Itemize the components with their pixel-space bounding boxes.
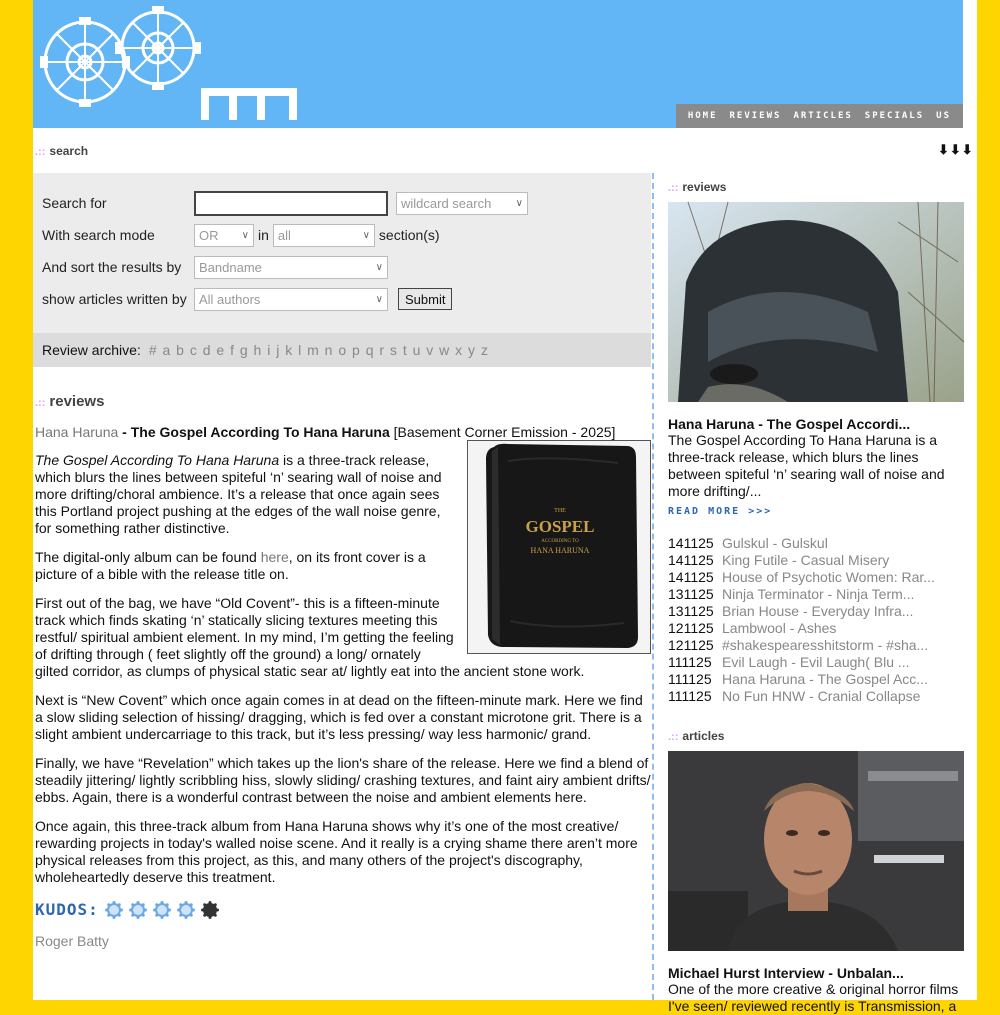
release-info: [Basement Corner Emission - 2025] [389,424,616,440]
hooded-figure-image [668,202,964,402]
paragraph-text: , on its front cover is a picture of a bible with the release title on. [35,549,426,582]
here-link[interactable]: here [260,549,289,565]
recent-review-date: 121125 [668,620,714,636]
search-input[interactable] [194,191,388,216]
recent-review-title[interactable]: Gulskul - Gulskul [722,535,828,551]
recent-review-date: 141125 [668,535,714,551]
sidebar-reviews-heading [668,180,964,194]
mode-select-value: OR [199,227,219,243]
nav-reviews[interactable]: REVIEWS [729,111,782,121]
featured-review-excerpt: The Gospel According To Hana Haruna is a three-track release, which blurs the lines between spiteful ‘n’ searing wall of noise and more drifting/... [668,432,945,499]
nav-home[interactable]: HOME [687,111,718,121]
paragraph-text: The digital-only album can be found [35,549,261,565]
author-select-value: All authors [199,291,261,307]
featured-review-title[interactable]: Hana Haruna - The Gospel Accordi... [668,416,911,432]
archive-label: Review archive: [42,342,141,358]
nav-specials[interactable]: SPECIALS [864,111,925,121]
sidebar [668,180,964,1015]
recent-review-title[interactable]: #shakespearesshitstorm - #sha... [722,637,929,653]
search-for-label: Search for [42,195,107,211]
sidebar-articles-label: articles [682,729,725,743]
section-marker: .:: [35,397,46,409]
recent-review-date: 131125 [668,603,714,619]
recent-review-title[interactable]: Brian House - Everyday Infra... [722,603,914,619]
recent-review-date: 121125 [668,637,714,653]
review-paragraph: Once again, this three-track album from Hana Haruna shows why it’s one of the most creative/ rewarding projects in today's walled noise scene. And it really is a crying shame there aren’t more physical releases from this project, as this, and many others of the project's discography, wholeheartedly deserve this treatment. [35,818,638,885]
gears-logo-icon[interactable] [33,0,313,128]
recent-review-item[interactable] [668,620,964,637]
review-title [35,424,651,440]
review-paragraph: Next is “New Covent” which once again comes in at dead on the fifteen-minute mark. Here we find a slow sliding selection of hissing/ dragging, which is fed over a constant microtone grit. There is a slight ambient undercarriage to this track, but it’s less pressing/ way less harmonic/ grand. [35,692,643,742]
featured-article-title[interactable]: Michael Hurst Interview - Unbalan... [668,965,904,981]
read-more-link[interactable]: READ MORE >>> [668,506,773,517]
search-for-row [42,187,651,219]
recent-review-item[interactable] [668,671,964,688]
recent-review-date: 111125 [668,688,712,704]
section-marker: .:: [668,182,679,194]
kudos-gear-empty-icon [201,901,219,919]
mode-select[interactable] [194,224,254,247]
album-title: The Gospel According To Hana Haruna [130,424,390,440]
chevron-down-icon: ∨ [362,229,370,241]
cover-text-the: THE [554,508,566,514]
recent-review-item[interactable] [668,552,964,569]
cover-text-gospel: GOSPEL [525,517,595,536]
featured-article-image[interactable] [668,751,964,951]
section-marker: .:: [35,146,46,158]
section-select-value: all [277,227,291,243]
author-row [42,283,651,315]
section-suffix: section(s) [378,227,440,243]
down-arrows-icon[interactable]: ⬇⬇⬇ [938,142,974,157]
search-mode-row [42,219,651,251]
sort-label: And sort the results by [42,259,182,275]
recent-review-title[interactable]: King Futile - Casual Misery [722,552,890,568]
page [33,0,977,1014]
recent-review-title[interactable]: No Fun HNW - Cranial Collapse [722,688,921,704]
recent-review-title[interactable]: Hana Haruna - The Gospel Acc... [722,671,928,687]
nav-articles[interactable]: ARTICLES [793,111,853,121]
kudos-gear-filled-icon [153,901,171,919]
featured-article-excerpt: One of the more creative & original horror films I've seen/ reviewed recently is Transmission, a [668,981,959,1014]
kudos-gear-filled-icon [105,901,123,919]
section-marker: .:: [668,731,679,743]
album-cover-image [467,440,651,654]
album-title-italic: The Gospel According To Hana Haruna [35,452,280,468]
search-form [33,173,651,333]
sort-select[interactable] [194,256,388,279]
main-column [33,173,651,949]
interview-portrait-image [668,751,964,951]
nav-us[interactable]: US [936,111,951,121]
bible-cover-art [468,441,650,653]
recent-review-title[interactable]: Evil Laugh - Evil Laugh( Blu ... [722,654,910,670]
reviews-heading [35,393,651,410]
sidebar-articles-heading [668,729,964,743]
kudos-gear-filled-icon [177,901,195,919]
recent-review-date: 111125 [668,671,712,687]
recent-review-item[interactable] [668,569,964,586]
featured-review-image[interactable] [668,202,964,402]
paragraph-text: is a three-track release, which blurs the lines between spiteful ‘n’ searing wall of noise and more drifting/choral ambience. It’s a release that once again sees this Portland project pushing at the edges of the wall noise genre, for something rather distinctive. [35,452,442,536]
kudos-icons [105,901,225,919]
wildcard-select[interactable] [396,192,528,215]
band-name-link[interactable]: Hana Haruna [35,424,119,440]
wildcard-select-value: wildcard search [401,195,492,211]
main-nav [676,104,963,128]
cover-text-according: ACCORDING TO [541,539,579,544]
recent-review-item[interactable] [668,637,964,654]
sort-select-value: Bandname [199,259,262,275]
recent-review-title[interactable]: Ninja Terminator - Ninja Term... [722,586,915,602]
kudos-gear-filled-icon [129,901,147,919]
review-paragraph: Finally, we have “Revelation” which takes up the lion's share of the release. Here we find a blend of steadily jittering/ lightly scribbling hiss, slowly sliding/ crashing textures, and faint airy ambient drifts/ ebbs. Again, there is a wonderful contrast between the noise and ambient elements here. [35,755,651,805]
sidebar-reviews-label: reviews [682,180,727,194]
recent-review-item[interactable] [668,654,964,671]
recent-review-item[interactable] [668,603,964,620]
kudos-rating [35,900,651,919]
title-separator: - [118,424,131,440]
recent-review-date: 131125 [668,586,714,602]
recent-review-item[interactable] [668,586,964,603]
chevron-down-icon: ∨ [515,197,523,209]
author-link[interactable]: Roger Batty [35,933,109,949]
breadcrumb [35,144,88,158]
review-article [33,367,651,949]
column-divider [652,173,654,1000]
in-label: in [258,227,269,243]
chevron-down-icon: ∨ [375,293,383,305]
review-paragraph: First out of the bag, we have “Old Covent”- this is a fifteen-minute track which finds skating ‘n’ statically slicing textures meeting this restful/ spiritual ambient element. In my mind, I’m getting the feeling of drifting through ( feet slightly off the ground) a long/ ornately gilted corridor, as clumps of physical static sear at/ lightly eat into the ancient stone work. [35,595,585,679]
recent-review-title[interactable]: House of Psychotic Women: Rar... [722,569,935,585]
recent-review-date: 141125 [668,552,714,568]
submit-button[interactable]: Submit [398,288,452,310]
recent-review-title[interactable]: Lambwool - Ashes [722,620,837,636]
chevron-down-icon: ∨ [375,261,383,273]
recent-review-item[interactable] [668,688,964,705]
breadcrumb-label: search [49,144,89,158]
chevron-down-icon: ∨ [241,229,249,241]
kudos-label: KUDOS: [35,900,99,919]
recent-review-item[interactable] [668,535,964,552]
site-header [33,0,963,128]
reviews-heading-label: reviews [49,393,105,410]
author-select[interactable] [194,288,388,311]
mode-label: With search mode [42,227,155,243]
recent-review-date: 111125 [668,654,712,670]
recent-review-date: 141125 [668,569,714,585]
cover-text-artist: HANA HARUNA [530,546,590,555]
author-label: show articles written by [42,291,187,307]
review-archive [33,333,651,367]
section-select[interactable] [273,224,375,247]
archive-letters[interactable]: # a b c d e f g h i j k l m n o p q r s t u v w x y z [148,342,489,358]
sort-row [42,251,651,283]
recent-reviews-list [668,535,964,705]
